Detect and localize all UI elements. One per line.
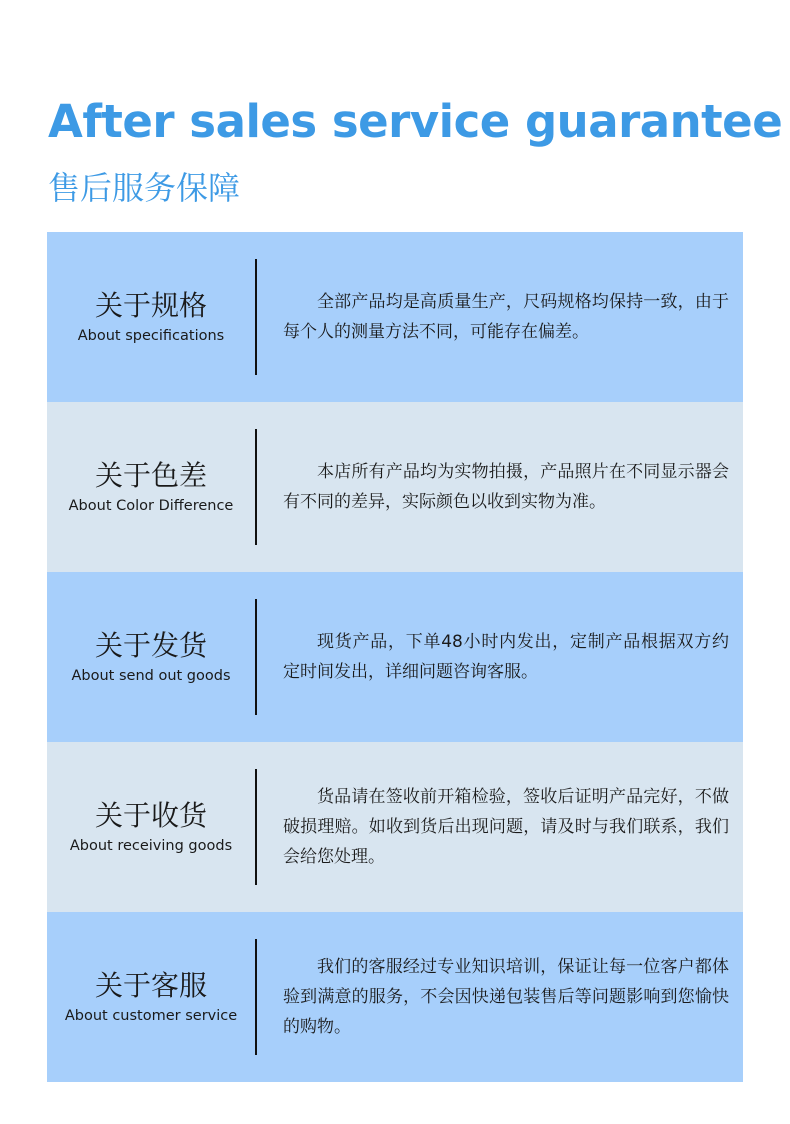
row-heading (47, 912, 255, 1082)
vertical-divider (255, 429, 257, 545)
guarantee-row-receiving (47, 742, 743, 912)
row-description: 本店所有产品均为实物拍摄，产品照片在不同显示器会有不同的差异，实际颜色以收到实物为准。 (283, 462, 729, 512)
row-title-en: About send out goods (71, 668, 231, 684)
guarantee-row-customer-service (47, 912, 743, 1082)
row-heading (47, 232, 255, 402)
row-title-cn: 关于色差 (94, 459, 207, 492)
row-title-cn: 关于收货 (94, 799, 207, 832)
vertical-divider (255, 259, 257, 375)
guarantee-row-color-difference (47, 402, 743, 572)
row-title-en: About customer service (64, 1008, 238, 1024)
vertical-divider (255, 939, 257, 1055)
row-body (283, 232, 729, 402)
guarantee-row-specifications (47, 232, 743, 402)
guarantee-row-shipping (47, 572, 743, 742)
row-title-cn: 关于发货 (94, 629, 207, 662)
vertical-divider (255, 769, 257, 885)
page-title: After sales service guarantee (48, 95, 783, 148)
row-title-en: About specifications (77, 328, 225, 344)
page-subtitle: 售后服务保障 (48, 169, 241, 207)
row-body (283, 402, 729, 572)
row-description: 现货产品，下单48小时内发出，定制产品根据双方约定时间发出，详细问题咨询客服。 (283, 632, 729, 682)
row-title-en: About Color Difference (68, 498, 234, 514)
vertical-divider (255, 599, 257, 715)
row-body (283, 742, 729, 912)
row-title-en: About receiving goods (69, 838, 233, 854)
row-description: 全部产品均是高质量生产，尺码规格均保持一致，由于每个人的测量方法不同，可能存在偏差。 (283, 292, 729, 342)
row-heading (47, 402, 255, 572)
row-description: 货品请在签收前开箱检验，签收后证明产品完好，不做破损理赔。如收到货后出现问题，请及时与我们联系，我们会给您处理。 (283, 787, 729, 867)
row-heading (47, 572, 255, 742)
row-title-cn: 关于客服 (94, 969, 207, 1002)
row-body (283, 912, 729, 1082)
guarantee-list (47, 232, 743, 1082)
row-body (283, 572, 729, 742)
row-description: 我们的客服经过专业知识培训，保证让每一位客户都体验到满意的服务，不会因快递包装售后等问题影响到您愉快的购物。 (283, 957, 729, 1037)
row-title-cn: 关于规格 (94, 289, 207, 322)
row-heading (47, 742, 255, 912)
